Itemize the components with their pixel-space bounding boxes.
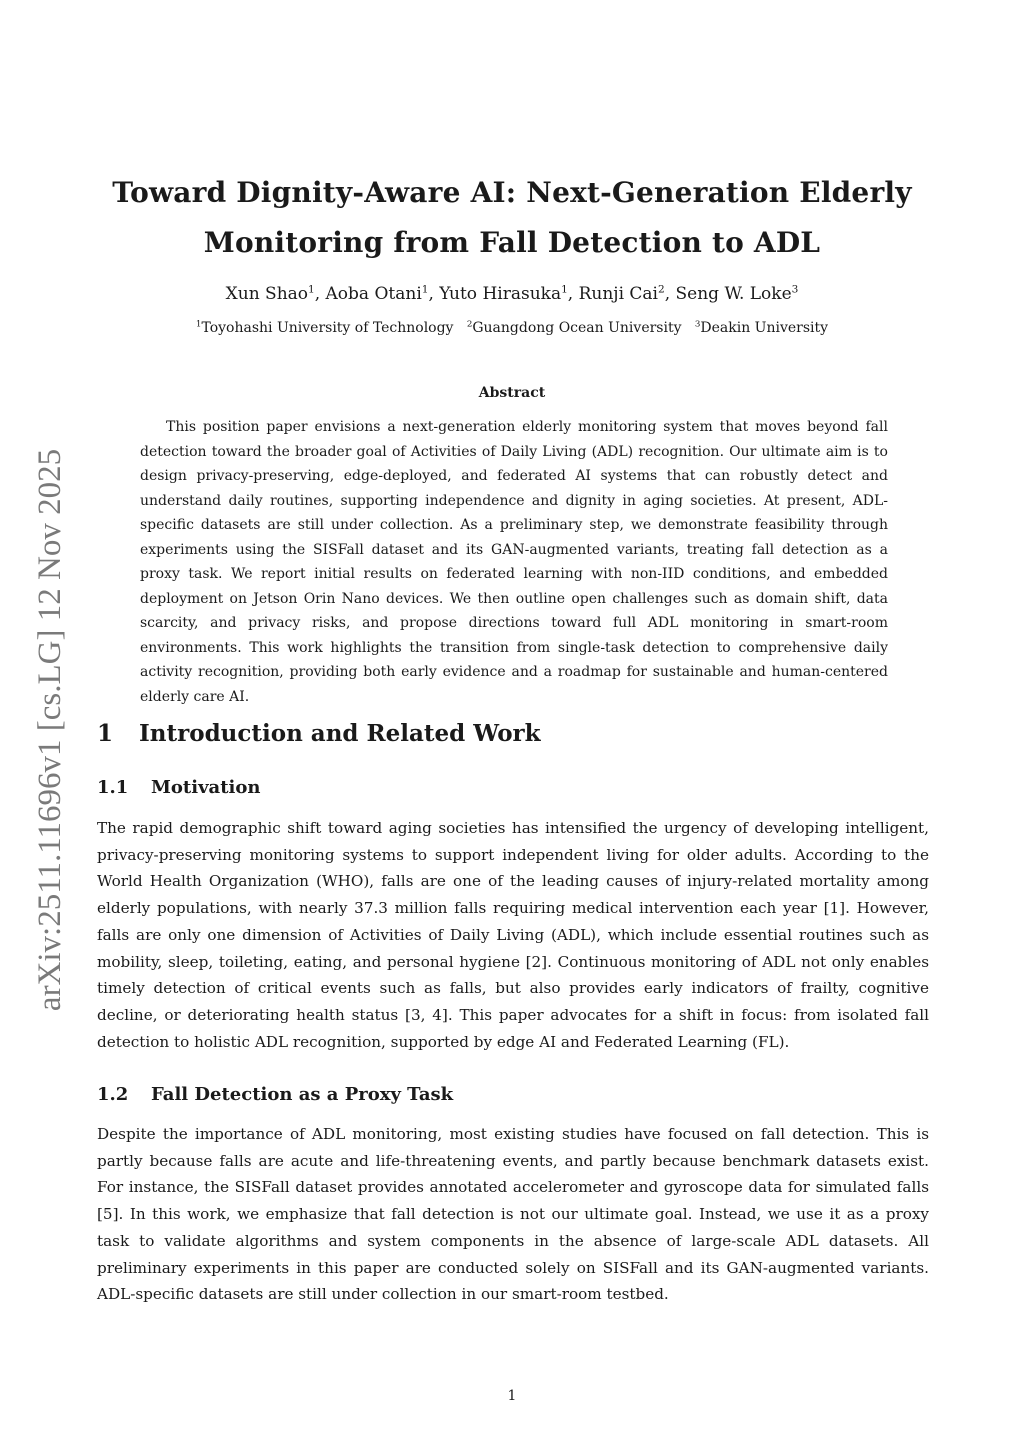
subsection-heading-proxy-task — [97, 1084, 453, 1105]
abstract-heading: Abstract — [478, 385, 546, 401]
page-number: 1 — [507, 1388, 517, 1404]
author: Yuto Hirasuka$^1$ — [439, 283, 568, 304]
author: Seng W. Loke$^3$ — [675, 283, 799, 304]
section-heading — [97, 720, 541, 747]
subsection-title: Motivation — [151, 777, 261, 798]
author-list: Xun Shao$^1$, Aoba Otani$^1$, Yuto Hirasuka$^1$, Runji Cai$^2$, Seng W. Loke$^3$ — [225, 283, 799, 304]
affiliation: $^3$Deakin University — [694, 319, 829, 336]
affiliation-list — [100, 320, 924, 336]
section-number: 1 — [97, 720, 114, 747]
title-line-2: Monitoring from Fall Detection to ADL — [203, 226, 821, 259]
section-title: Introduction and Related Work — [139, 720, 541, 747]
affiliation: $^1$Toyohashi University of Technology — [195, 319, 454, 336]
subsection-number: 1.1 — [97, 777, 129, 798]
author: Aoba Otani$^1$ — [325, 283, 429, 304]
affiliation: $^2$Guangdong Ocean University — [466, 319, 682, 336]
author: Xun Shao$^1$ — [225, 283, 315, 304]
subsection-heading-motivation — [97, 777, 260, 798]
author: Runji Cai$^2$ — [578, 283, 665, 304]
motivation-paragraph: The rapid demographic shift toward aging societies has intensified the urgency of developing intelligent, privacy-preserving monitoring systems to support independent living for older adults. According to the World Health Organization (WHO), falls are one of the leading causes of injury-related mortality among elderly populations, with nearly 37.3 million falls requiring medical intervention each year [1]. However, falls are only one dimension of Activities of Daily Living (ADL), which include essential routines such as mobility, sleep, toileting, eating, and personal hygiene [2]. Continuous monitoring of ADL not only enables timely detection of critical events such as falls, but also provides early indicators of frailty, cognitive decline, or deteriorating health status [3, 4]. This paper advocates for a shift in focus: from isolated fall detection to holistic ADL recognition, supported by edge AI and Federated Learning (FL). — [97, 819, 929, 1051]
title-line-1: Toward Dignity-Aware AI: Next-Generation Elderly — [112, 176, 912, 209]
abstract-text: This position paper envisions a next-generation elderly monitoring system that moves beyond fall detection toward the broader goal of Activities of Daily Living (ADL) recognition. Our ultimate aim is to design privacy-preserving, edge-deployed, and federated AI systems that can robustly detect and understand daily routines, supporting independence and dignity in aging societies. At present, ADL-specific datasets are still under collection. As a preliminary step, we demonstrate feasibility through experiments using the SISFall dataset and its GAN-augmented variants, treating fall detection as a proxy task. We report initial results on federated learning with non-IID conditions, and embedded deployment on Jetson Orin Nano devices. We then outline open challenges such as domain shift, data scarcity, and privacy risks, and propose directions toward full ADL monitoring in smart-room environments. This work highlights the transition from single-task detection to comprehensive daily activity recognition, providing both early evidence and a roadmap for sustainable and human-centered elderly care AI. — [140, 419, 888, 705]
paper-title — [100, 168, 924, 268]
arxiv-side-stamp: arXiv:2511.11696v1 [cs.LG] 12 Nov 2025 — [32, 448, 68, 1012]
subsection-number: 1.2 — [97, 1084, 129, 1105]
subsection-title: Fall Detection as a Proxy Task — [151, 1084, 454, 1105]
proxy-task-paragraph: Despite the importance of ADL monitoring, most existing studies have focused on fall detection. This is partly because falls are acute and life-threatening events, and partly because benchmark datasets exist. For instance, the SISFall dataset provides annotated accelerometer and gyroscope data for simulated falls [5]. In this work, we emphasize that fall detection is not our ultimate goal. Instead, we use it as a proxy task to validate algorithms and system components in the absence of large-scale ADL datasets. All preliminary experiments in this paper are conducted solely on SISFall and its GAN-augmented variants. ADL-specific datasets are still under collection in our smart-room testbed. — [97, 1125, 929, 1304]
